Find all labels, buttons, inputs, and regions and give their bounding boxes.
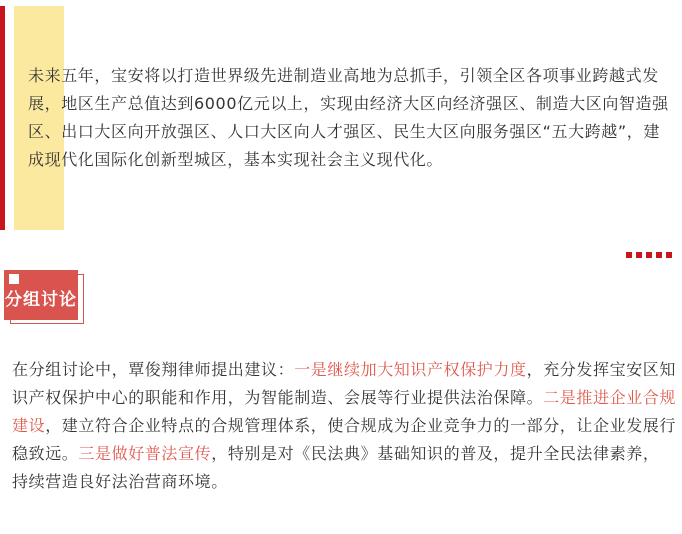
discussion-paragraph <box>12 356 676 496</box>
decorative-dots <box>626 252 672 258</box>
dot <box>636 252 642 258</box>
dot <box>626 252 632 258</box>
section-header <box>4 270 84 326</box>
section-header-square-icon <box>9 274 19 284</box>
discussion-text: ，充分发挥宝安区知识产权保护中心的职能和作用，为智能制造、会展等行业提供法治保障。 <box>12 360 677 407</box>
dot <box>666 252 672 258</box>
highlight-point-1: 一是继续加大知识产权保护力度 <box>294 360 527 379</box>
highlight-point-2: 二是推进企业合规建设 <box>12 388 677 435</box>
discussion-text: ，建立符合企业特点的合规管理体系，使合规成为企业竞争力的一部分，让企业发展行稳致远。 <box>12 416 677 463</box>
highlight-point-3: 三是做好普法宣传 <box>78 444 212 463</box>
quote-block <box>0 0 682 230</box>
quote-text: 未来五年，宝安将以打造世界级先进制造业高地为总抓手，引领全区各项事业跨越式发展，地区生产总值达到6000亿元以上，实现由经济大区向经济强区、制造大区向智造强区、出口大区向开放强区、人口大区向人才强区、民生大区向服务强区“五大跨越”，建成现代化国际化创新型城区，基本实现社会主义现代化。 <box>28 66 669 169</box>
dot <box>656 252 662 258</box>
quote-accent-bar <box>0 6 5 230</box>
section-title: 分组讨论 <box>5 290 77 310</box>
dot <box>646 252 652 258</box>
discussion-text: 在分组讨论中，覃俊翔律师提出建议： <box>12 360 295 379</box>
discussion-text: ，特别是对《民法典》基础知识的普及，提升全民法律素养，持续营造良好法治营商环境。 <box>12 444 660 491</box>
